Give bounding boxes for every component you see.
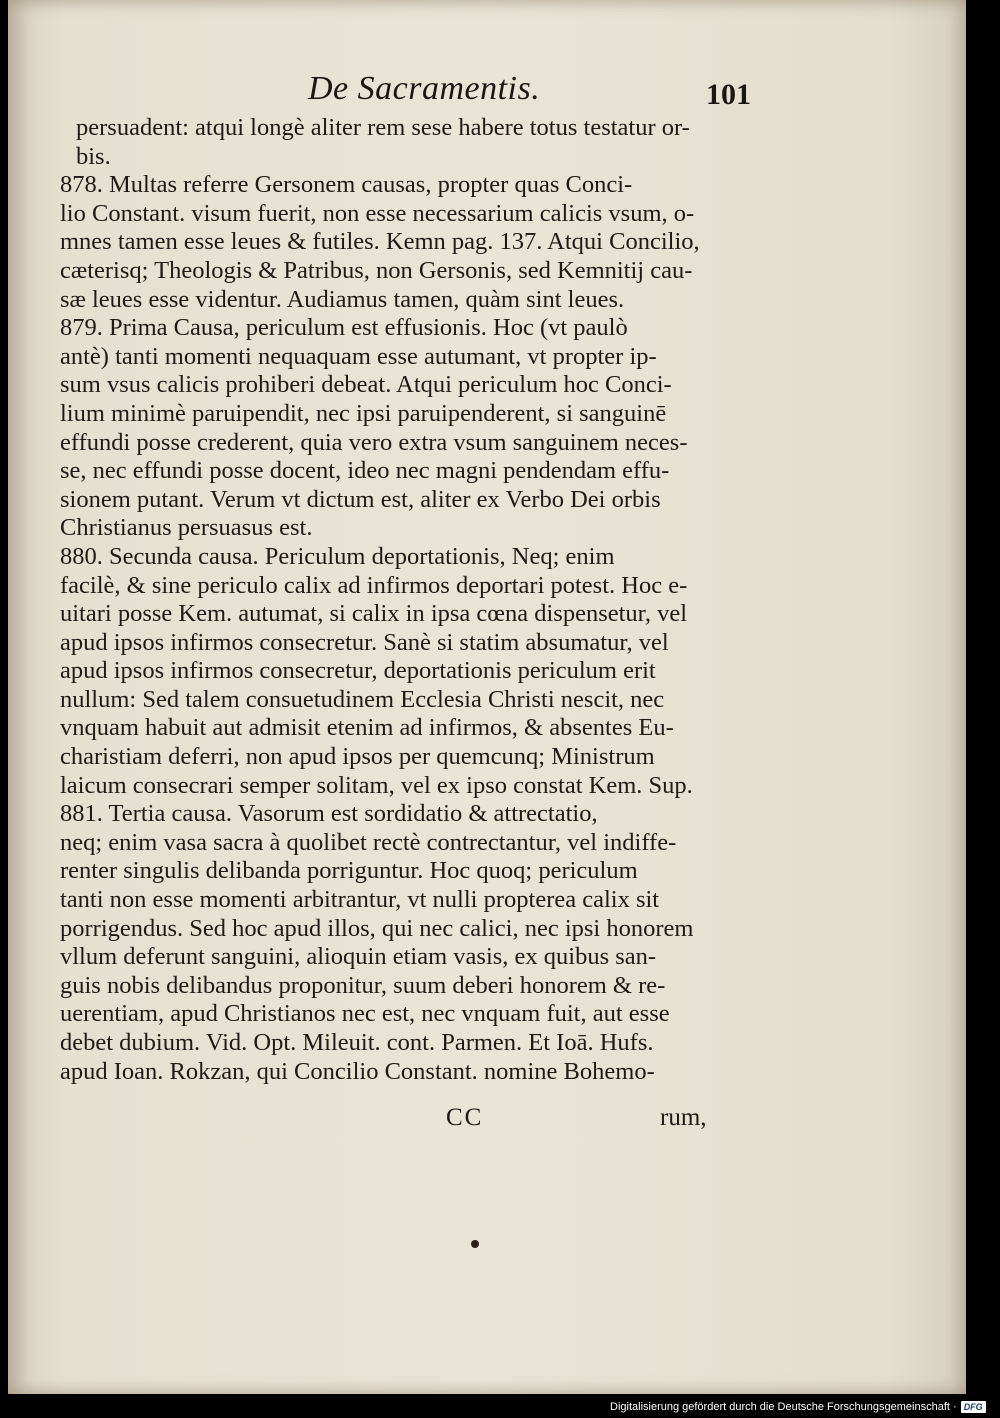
- book-page: [8, 0, 966, 1394]
- text-line: sionem putant. Verum vt dictum est, aliter ex Verbo Dei orbis: [60, 485, 661, 513]
- page-header: [8, 70, 966, 114]
- body-text: [60, 114, 760, 1086]
- text-line: bis.: [76, 142, 111, 170]
- text-line: mnes tamen esse leues & futiles. Kemn pag. 137. Atqui Concilio,: [60, 228, 700, 256]
- page-number: 101: [706, 78, 751, 111]
- signature-mark: CC: [446, 1104, 484, 1131]
- text-line: antè) tanti momenti nequaquam esse autumant, vt propter ip-: [60, 342, 657, 370]
- footer-text: Digitalisierung gefördert durch die Deutsche Forschungsgemeinschaft ·: [610, 1401, 957, 1413]
- text-line: se, nec effundi posse docent, ideo nec magni pendendam effu-: [60, 457, 670, 485]
- text-line: vnquam habuit aut admisit etenim ad infirmos, & absentes Eu-: [60, 714, 674, 742]
- text-line: lio Constant. visum fuerit, non esse necessarium calicis vsum, o-: [60, 199, 695, 227]
- text-line: nullum: Sed talem consuetudinem Ecclesia Christi nescit, nec: [60, 685, 665, 713]
- text-line: uerentiam, apud Christianos nec est, nec vnquam fuit, aut esse: [60, 1000, 670, 1028]
- text-line: effundi posse crederent, quia vero extra vsum sanguinem neces-: [60, 428, 688, 456]
- text-line: apud ipsos infirmos consecretur. Sanè si statim absumatur, vel: [60, 628, 669, 656]
- text-line: charistiam deferri, non apud ipsos per quemcunq; Ministrum: [60, 743, 655, 771]
- text-line: vllum deferunt sanguini, alioquin etiam vasis, ex quibus san-: [60, 943, 657, 971]
- text-line: 878. Multas referre Gersonem causas, propter quas Conci-: [60, 171, 633, 199]
- text-line: debet dubium. Vid. Opt. Mileuit. cont. Parmen. Et Ioā. Hufs.: [60, 1029, 654, 1056]
- text-line: apud ipsos infirmos consecretur, deportationis periculum erit: [60, 657, 656, 685]
- text-line: 881. Tertia causa. Vasorum est sordidatio & attrectatio,: [60, 800, 598, 828]
- text-line: guis nobis delibandus proponitur, suum deberi honorem & re-: [60, 971, 666, 999]
- dfg-logo-icon: DFG: [961, 1401, 986, 1413]
- text-line: apud Ioan. Rokzan, qui Concilio Constant. nomine Bohemo-: [60, 1057, 655, 1085]
- text-line: tanti non esse momenti arbitrantur, vt nulli propterea calix sit: [60, 886, 660, 914]
- text-line: porrigendus. Sed hoc apud illos, qui nec calici, nec ipsi honorem: [60, 914, 694, 942]
- text-line: persuadent: atqui longè aliter rem sese habere totus testatur or-: [76, 114, 690, 141]
- text-line: sum vsus calicis prohiberi debeat. Atqui periculum hoc Conci-: [60, 371, 672, 399]
- ink-dot: [471, 1240, 479, 1248]
- text-line: 880. Secunda causa. Periculum deportationis, Neq; enim: [60, 542, 615, 570]
- text-line: uitari posse Kem. autumat, si calix in ipsa cœna dispensetur, vel: [60, 600, 688, 628]
- text-line: lium minimè paruipendit, nec ipsi paruipenderent, si sanguinē: [60, 399, 667, 427]
- text-line: cæterisq; Theologis & Patribus, non Gersonis, sed Kemnitij cau-: [60, 256, 693, 284]
- catchline: [8, 1104, 966, 1138]
- text-line: renter singulis delibanda porriguntur. Hoc quoq; periculum: [60, 857, 638, 885]
- text-line: facilè, & sine periculo calix ad infirmos deportari potest. Hoc e-: [60, 571, 688, 599]
- catchword: rum,: [660, 1104, 707, 1131]
- running-title: De Sacramentis.: [308, 70, 541, 107]
- text-line: 879. Prima Causa, periculum est effusionis. Hoc (vt paulò: [60, 314, 628, 342]
- text-line: laicum consecrari semper solitam, vel ex ipso constat Kem. Sup.: [60, 771, 693, 799]
- text-line: neq; enim vasa sacra à quolibet rectè contrectantur, vel indiffe-: [60, 828, 677, 856]
- text-line: Christianus persuasus est.: [60, 514, 313, 542]
- text-line: sæ leues esse videntur. Audiamus tamen, quàm sint leues.: [60, 285, 625, 313]
- footer-credit: [610, 1399, 986, 1415]
